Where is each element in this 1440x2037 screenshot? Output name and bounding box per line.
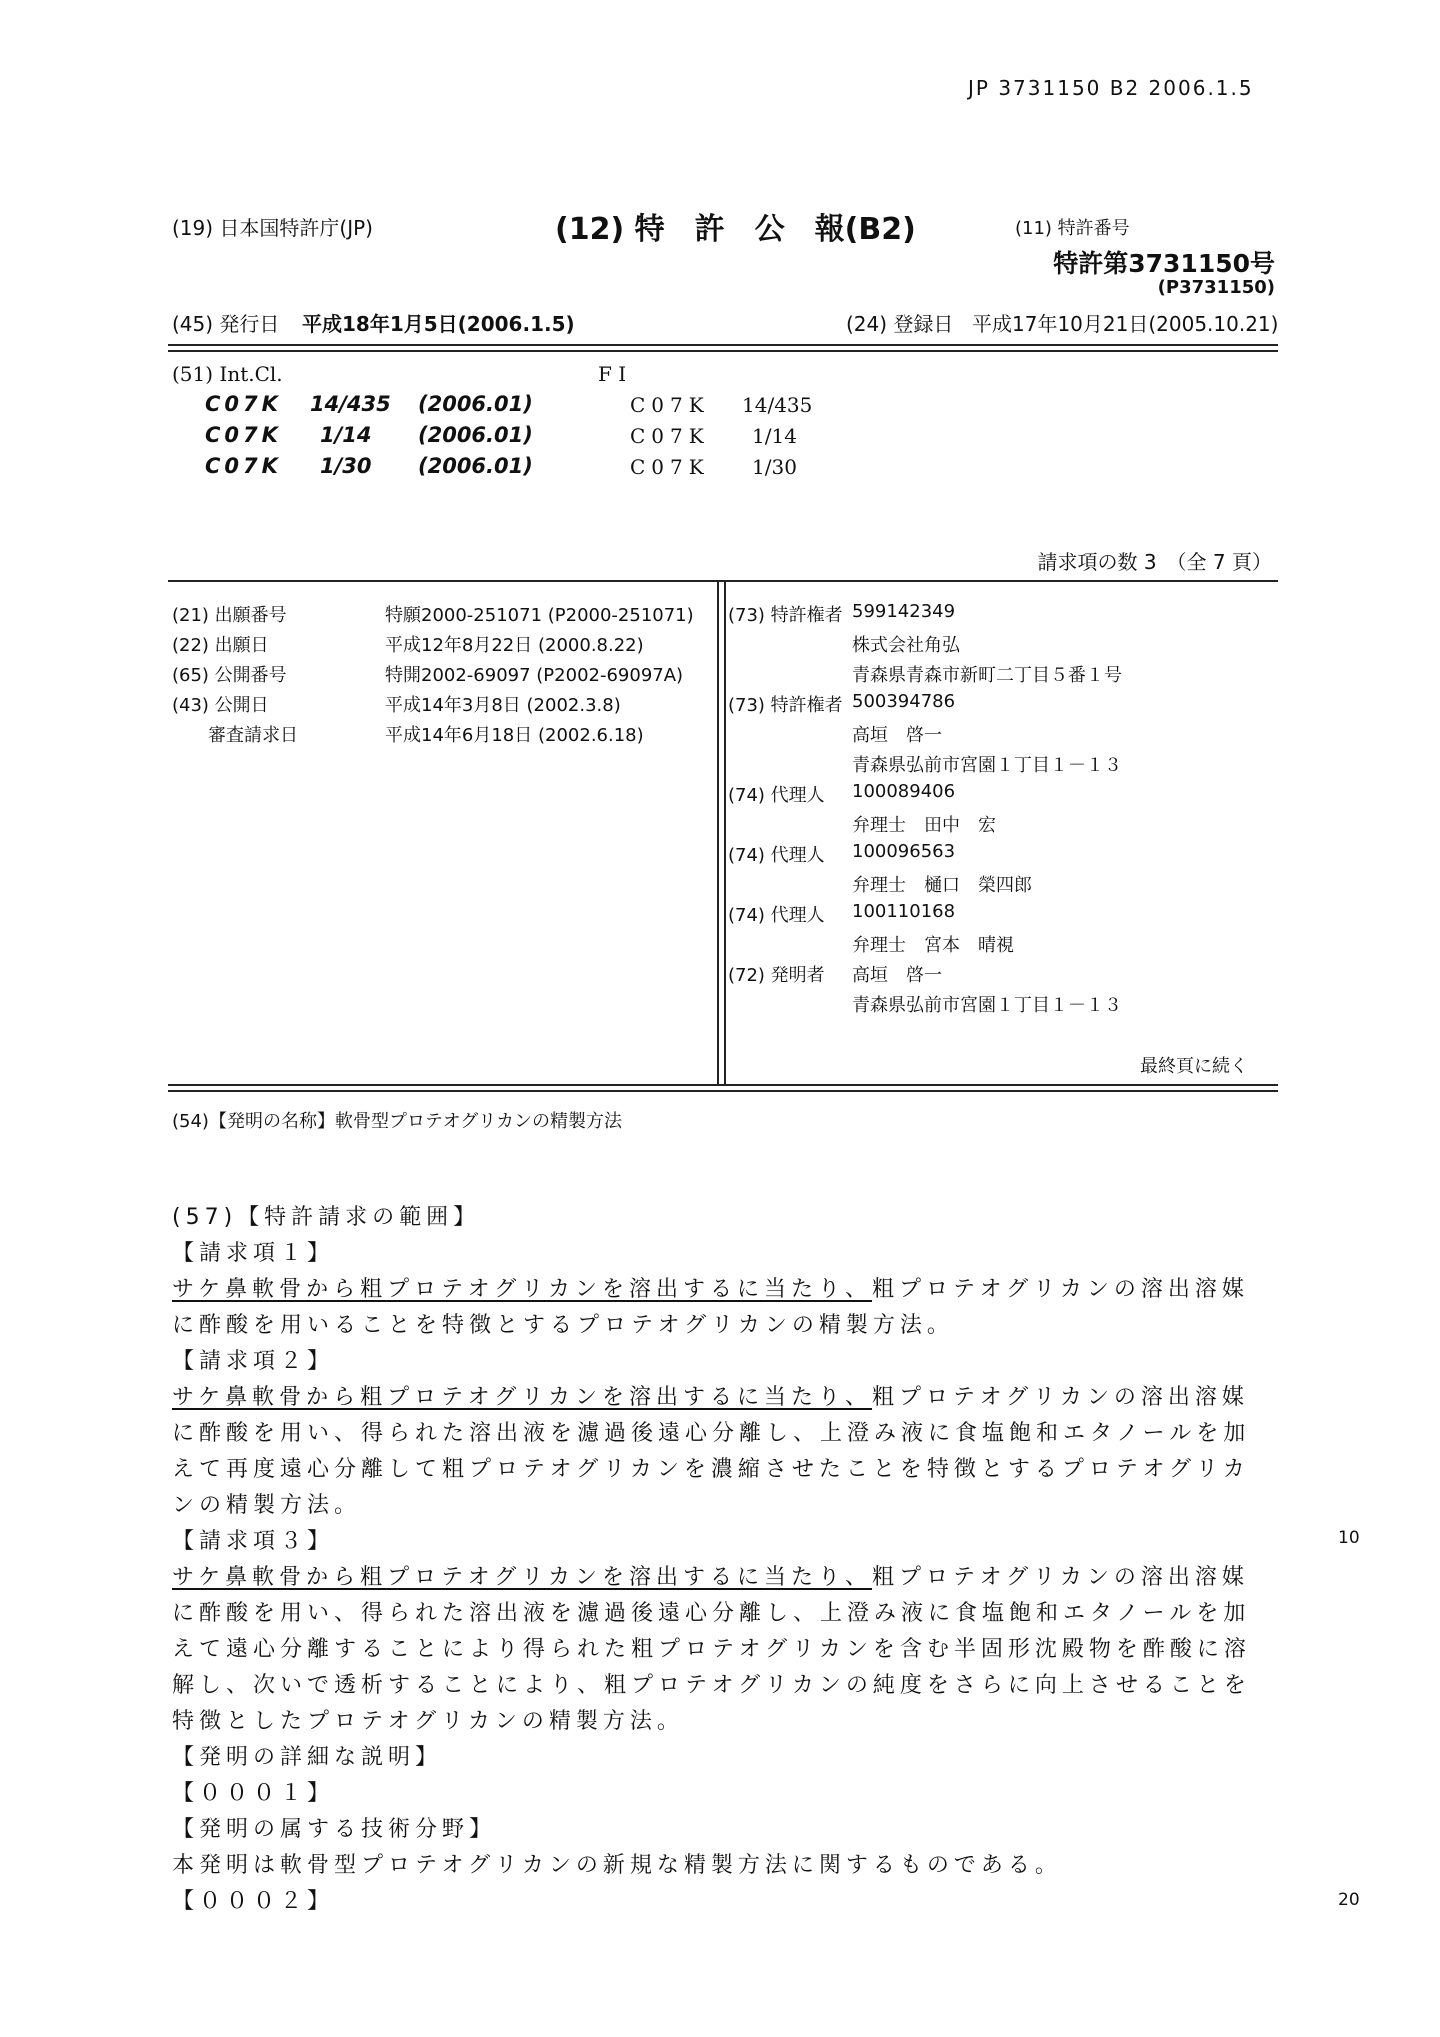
ipc-number: 1/30 [320,454,372,478]
registration-date: 平成17年10月21日(2005.10.21) [972,312,1279,336]
bib-value: 500394786 [852,691,956,712]
paragraph-number: 【０００２】 [172,1889,335,1914]
amended-text: サケ鼻軟骨から粗プロテオグリカンを溶出するに当たり、 [172,1385,873,1410]
bib-value: 100089406 [852,781,956,802]
continued-note: 最終頁に続く [1140,1056,1248,1077]
bib-label: (65) 公開番号 [172,665,287,686]
claim-text: 粗プロテオグリカンの溶出溶媒 [872,1277,1249,1302]
ipc-number: 14/435 [310,392,391,416]
bib-value: 平成12年8月22日 (2000.8.22) [385,635,644,656]
office-label: (19) 日本国特許庁(JP) [172,216,373,240]
bib-label: (73) 特許権者 [728,605,843,626]
header-rule [168,344,1278,346]
paragraph-number: 【０００１】 [172,1781,335,1806]
paragraph-text: 本発明は軟骨型プロテオグリカンの新規な精製方法に関するものである。 [172,1853,1062,1878]
claims-count: 請求項の数 3 （全 7 頁） [1037,550,1272,574]
issue-date-label: (45) 発行日 [172,312,280,336]
patent-number: 特許第3731150号 [1053,249,1275,278]
header-rule [168,350,1278,352]
fi-number: 1/14 [752,424,797,448]
fi-code: C07K [630,424,710,448]
bib-value: 弁理士 宮本 晴視 [852,935,1014,956]
ipc-number: 1/14 [320,423,372,447]
bib-label: (74) 代理人 [728,785,825,806]
claim-line [172,1380,1249,1411]
bib-value: 高垣 啓一 [852,725,942,746]
bib-value: 高垣 啓一 [852,965,942,986]
issue-date: 平成18年1月5日(2006.1.5) [302,312,575,336]
bib-value: 平成14年6月18日 (2002.6.18) [385,725,644,746]
claim-line [172,1272,1249,1303]
bib-bottom-rule [168,1090,1278,1092]
bib-label: (21) 出願番号 [172,605,287,626]
claim-line: えて遠心分離することにより得られた粗プロテオグリカンを含む半固形沈殿物を酢酸に溶 [172,1637,1251,1662]
bib-label: (74) 代理人 [728,905,825,926]
bib-value: 青森県弘前市宮園１丁目１－１３ [852,755,1122,776]
ipc-code: C07K [205,392,282,416]
section-heading: (57)【特許請求の範囲】 [172,1205,481,1230]
claim-line: に酢酸を用い、得られた溶出液を濾過後遠心分離し、上澄み液に食塩飽和エタノールを加 [172,1601,1251,1626]
bib-label: 審査請求日 [172,725,298,746]
bib-label: (22) 出願日 [172,635,269,656]
int-cl-label: (51) Int.Cl. [172,362,283,386]
bib-divider [717,582,719,1084]
claim-line: に酢酸を用いることを特徴とするプロテオグリカンの精製方法。 [172,1313,954,1338]
bib-value: 特願2000-251071 (P2000-251071) [385,605,694,626]
bib-value: 弁理士 樋口 榮四郎 [852,875,1032,896]
bib-label: (43) 公開日 [172,695,269,716]
amended-text: サケ鼻軟骨から粗プロテオグリカンを溶出するに当たり、 [172,1565,873,1590]
ipc-version: (2006.01) [418,423,533,447]
fi-number: 14/435 [742,393,813,417]
claim-line [172,1560,1249,1591]
ipc-version: (2006.01) [418,454,533,478]
bib-value: 100096563 [852,841,956,862]
bib-value: 青森県青森市新町二丁目５番１号 [852,665,1122,686]
ipc-code: C07K [205,423,282,447]
section-heading: 【発明の属する技術分野】 [172,1817,497,1842]
registration-date-label: (24) 登録日 [846,312,954,336]
margin-line-number: 20 [1338,1890,1360,1910]
bib-label: (72) 発明者 [728,965,825,986]
claim-heading: 【請求項１】 [172,1241,335,1266]
patent-number-sub: (P3731150) [1157,277,1275,298]
claim-heading: 【請求項２】 [172,1349,335,1374]
claim-heading: 【請求項３】 [172,1529,335,1554]
claim-line: ンの精製方法。 [172,1493,362,1518]
fi-label: F I [598,362,627,386]
bib-label: (73) 特許権者 [728,695,843,716]
bib-bottom-rule [168,1084,1278,1086]
bib-label: (74) 代理人 [728,845,825,866]
claim-line: 特徴としたプロテオグリカンの精製方法。 [172,1709,684,1734]
margin-line-number: 10 [1338,1528,1360,1548]
bib-value: 弁理士 田中 宏 [852,815,996,836]
bib-value: 青森県弘前市宮園１丁目１－１３ [852,995,1122,1016]
fi-code: C07K [630,455,710,479]
amended-text: サケ鼻軟骨から粗プロテオグリカンを溶出するに当たり、 [172,1277,873,1302]
bib-value: 599142349 [852,601,956,622]
document-id: JP 3731150 B2 2006.1.5 [968,76,1254,100]
bib-divider [724,582,726,1084]
claim-text: 粗プロテオグリカンの溶出溶媒 [872,1385,1249,1410]
ipc-version: (2006.01) [418,392,533,416]
invention-title: (54)【発明の名称】軟骨型プロテオグリカンの精製方法 [172,1111,623,1132]
publication-type: (12) 特 許 公 報(B2) [555,212,916,247]
ipc-code: C07K [205,454,282,478]
bib-value: 特開2002-69097 (P2002-69097A) [385,665,684,686]
fi-code: C07K [630,393,710,417]
claim-line: に酢酸を用い、得られた溶出液を濾過後遠心分離し、上澄み液に食塩飽和エタノールを加 [172,1421,1251,1446]
fi-number: 1/30 [752,455,797,479]
claim-line: えて再度遠心分離して粗プロテオグリカンを濃縮させたことを特徴とするプロテオグリカ [172,1457,1250,1482]
bib-value: 株式会社角弘 [852,635,960,656]
section-heading: 【発明の詳細な説明】 [172,1745,443,1770]
bib-value: 100110168 [852,901,956,922]
bib-top-rule [168,580,1278,582]
claim-text: 粗プロテオグリカンの溶出溶媒 [872,1565,1249,1590]
bib-value: 平成14年3月8日 (2002.3.8) [385,695,621,716]
patent-number-label: (11) 特許番号 [1015,218,1130,239]
claim-line: 解し、次いで透析することにより、粗プロテオグリカンの純度をさらに向上させることを [172,1673,1251,1698]
